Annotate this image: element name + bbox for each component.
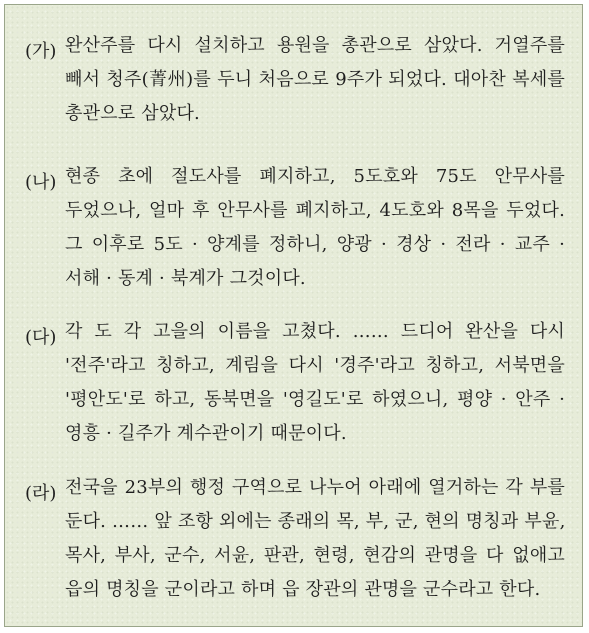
paragraph-label: (가) <box>25 41 57 62</box>
paragraph-line: '전주'라고 칭하고, 계림을 다시 '경주'라고 칭하고, 서북면을 <box>65 355 565 376</box>
paragraph-line: '평안도'로 하고, 동북면을 '영길도'로 하였으니, 평양 · 안주 · <box>65 389 565 410</box>
paragraph-line: 그 이후로 5도 · 양계를 정하니, 양광 · 경상 · 전라 · 교주 · <box>65 234 565 255</box>
paragraph-line: 읍의 명칭을 군이라고 하며 읍 장관의 관명을 군수라고 한다. <box>65 579 541 600</box>
paragraph-line: 완산주를 다시 설치하고 용원을 총관으로 삼았다. 거열주를 <box>65 35 565 56</box>
paragraph-line: 서해 · 동계 · 북계가 그것이다. <box>65 268 306 289</box>
source-text-panel <box>4 4 583 627</box>
paragraph-line: 두었으나, 얼마 후 안무사를 폐지하고, 4도호와 8목을 두었다. <box>65 200 565 221</box>
paragraph-na <box>25 160 565 296</box>
paragraph-label: (다) <box>25 327 57 348</box>
paragraph-label: (라) <box>25 483 57 504</box>
paragraph-ra <box>25 471 565 607</box>
paragraph-line: 둔다. …… 앞 조항 외에는 종래의 목, 부, 군, 현의 명칭과 부윤, <box>65 511 566 532</box>
paragraph-ga <box>25 29 565 131</box>
paragraph-line: 전국을 23부의 행정 구역으로 나누어 아래에 열거하는 각 부를 <box>65 477 565 498</box>
paragraph-label: (나) <box>25 172 57 193</box>
paragraph-line: 영흥 · 길주가 계수관이기 때문이다. <box>65 423 347 444</box>
paragraph-line: 빼서 청주(菁州)를 두니 처음으로 9주가 되었다. 대아찬 복세를 <box>65 69 565 90</box>
paragraph-line: 총관으로 삼았다. <box>65 103 200 124</box>
paragraph-line: 각 도 각 고을의 이름을 고쳤다. …… 드디어 완산을 다시 <box>65 321 565 342</box>
paragraph-line: 목사, 부사, 군수, 서윤, 판관, 현령, 현감의 관명을 다 없애고 <box>65 545 565 566</box>
paragraph-da <box>25 315 565 451</box>
paragraph-line: 현종 초에 절도사를 폐지하고, 5도호와 75도 안무사를 <box>65 166 565 187</box>
